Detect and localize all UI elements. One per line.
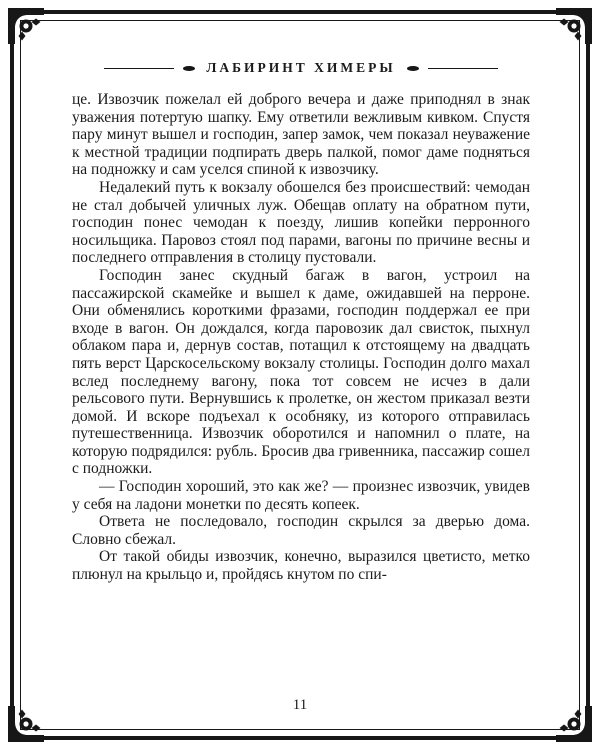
running-head (104, 60, 498, 76)
page-content (72, 60, 530, 720)
paragraph: От такой обиды извозчик, конечно, выразился цветисто, метко плюнул на крыльцо и, пройдясь кнутом по спи- (72, 548, 530, 584)
page-number: 11 (292, 697, 308, 713)
header-rule-left (104, 68, 174, 69)
header-dot-right-icon (407, 66, 419, 71)
corner-ornament-top-right-icon (554, 6, 594, 46)
book-title: ЛАБИРИНТ ХИМЕРЫ (206, 60, 396, 75)
paragraph: Господин занес скудный багаж в вагон, устроил на пассажирской скамейке и вышел к даме, ожидавшей на перроне. Они обменялись короткими фразами, господин поддержал ее при входе в вагон. Он дождался, когда паровозик дал свисток, пыхнул облаком пара и, дернув состав, потащил к отстоящему на двадцать пять верст Царскосельскому вокзалу столицы. Господин долго махал вслед последнему вагону, пока тот совсем не исчез в дали рельсового пути. Вернувшись к пролетке, он жестом приказал везти домой. И вскоре подъехал к особняку, из которого отправилась путешественница. Извозчик оборотился и напомнил о плате, на которую подрядился: рубль. Бросив два гривенника, пассажир сошел с подножки. (72, 266, 530, 478)
paragraph: Недалекий путь к вокзалу обошелся без происшествий: чемодан не стал добычей уличных луж. Обещав оплату на обратном пути, господин понес чемодан к поезду, лишив копейки перронного носильщика. Паровоз стоял под парами, вагоны по причине весны и последнего отправления в столицу пустовали. (72, 178, 530, 267)
body-text (72, 91, 530, 584)
header-rule-right (428, 68, 498, 69)
header-dot-left-icon (183, 66, 195, 71)
paragraph: це. Извозчик пожелал ей доброго вечера и даже приподнял в знак уважения потертую шапку. Ему ответили вежливым кивком. Спустя пару минут вышел и господин, запер замок, чем показал неуважение к местной традиции подпирать дверь палкой, помог даме подняться на подножку и сам уселся спиной к извозчику. (72, 91, 530, 179)
paragraph: — Господин хороший, это как же? — произнес извозчик, увидев у себя на ладони монетки по десять копеек. (72, 478, 530, 513)
corner-ornament-top-left-icon (6, 6, 46, 46)
paragraph: Ответа не последовало, господин скрылся за дверью дома. Словно сбежал. (72, 513, 530, 548)
